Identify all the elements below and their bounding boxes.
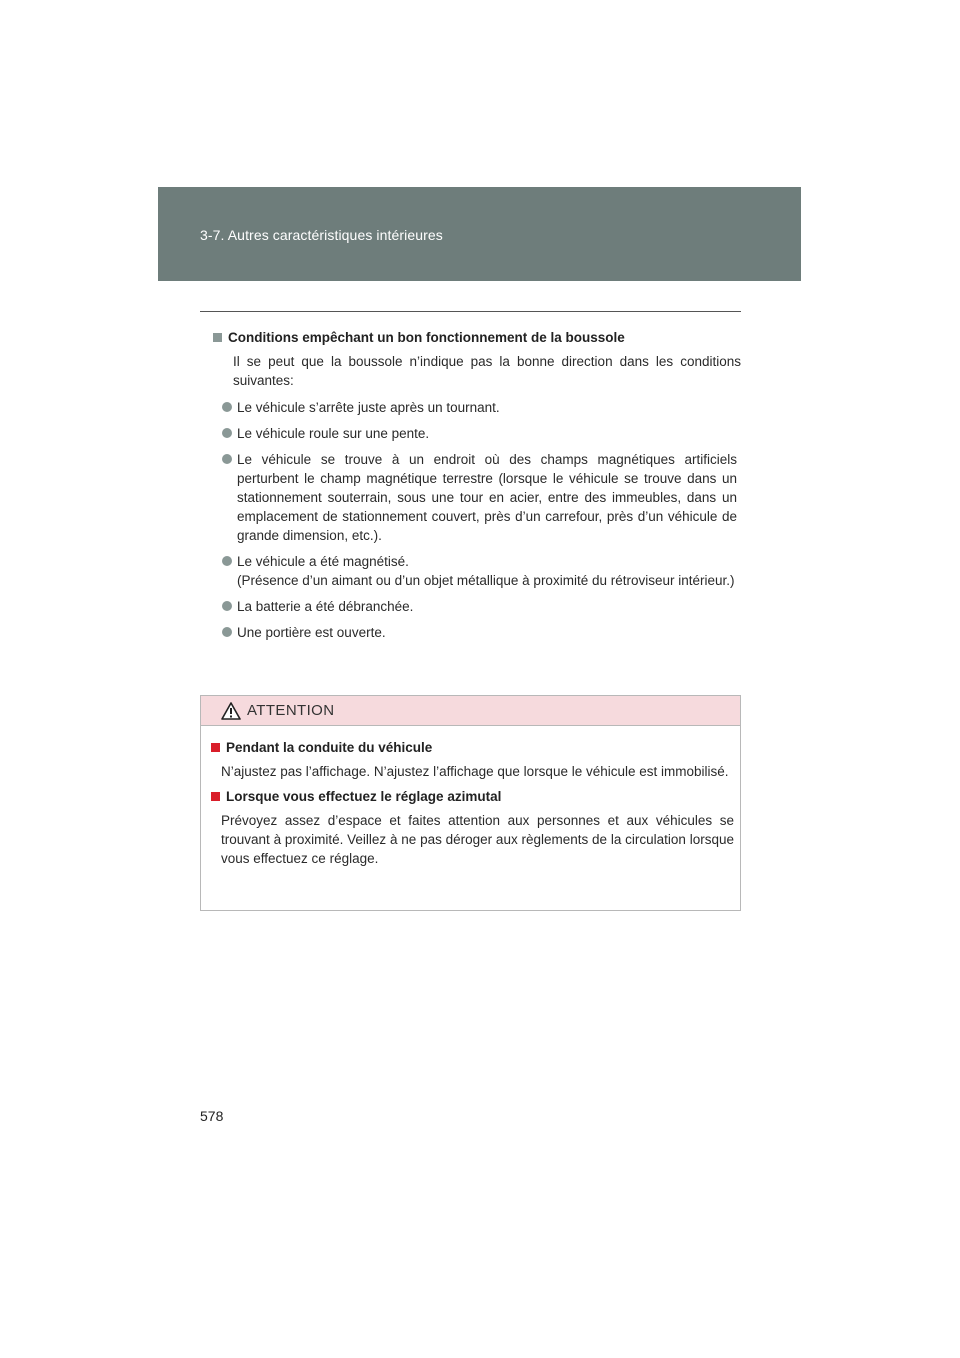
list-item [219,398,741,417]
warning-subheading-text: Lorsque vous effectuez le réglage azimutal [226,789,502,804]
page-number: 578 [200,1108,224,1124]
warning-paragraph: N’ajustez pas l’affichage. N’ajustez l’affichage que lorsque le véhicule est immobilisé. [221,764,729,779]
list-item-text: Le véhicule a été magnétisé. [237,554,409,569]
intro-paragraph: Il se peut que la boussole n’indique pas la bonne direction dans les conditions suivantes: [233,354,741,388]
warning-subheading-text: Pendant la conduite du véhicule [226,740,433,755]
section-header-band [158,187,801,281]
warning-paragraph: Prévoyez assez d’espace et faites attention aux personnes et aux véhicules se trouvant à proximité. Veillez à ne pas déroger aux règlements de la circulation lorsque vous effectuez ce réglage. [221,813,734,866]
bullet-dot-icon [222,556,232,566]
bullet-dot-icon [222,454,232,464]
list-item-text: Le véhicule se trouve à un endroit où des champs magnétiques artificiels perturbent le champ magnétique terrestre (lorsque le véhicule se trouve dans un stationnement souterrain, sous une tour en acier, entre des immeubles, dans un emplacement de stationnement couvert, près d’un carrefour, près d’un véhicule de grande dimension, etc.). [237,452,737,543]
main-content [200,330,741,649]
square-bullet-icon [213,333,222,342]
subheading [200,330,741,345]
subheading-text: Conditions empêchant un bon fonctionnement de la boussole [228,330,625,345]
list-item [219,450,741,545]
bullet-dot-icon [222,428,232,438]
warning-title: ATTENTION [247,702,335,719]
list-item-text: Une portière est ouverte. [237,625,386,640]
red-square-bullet-icon [211,792,220,801]
warning-box [200,695,741,911]
warning-header [201,696,740,726]
list-item-text: Le véhicule roule sur une pente. [237,426,430,441]
list-item-text: Le véhicule s’arrête juste après un tournant. [237,400,500,415]
red-square-bullet-icon [211,743,220,752]
list-item [219,424,741,443]
warning-subheading [201,789,734,804]
warning-triangle-icon [221,702,241,720]
bullet-dot-icon [222,601,232,611]
list-item [219,623,741,642]
warning-subheading [201,740,734,755]
section-title: 3-7. Autres caractéristiques intérieures [200,227,443,243]
list-item-note: (Présence d’un aimant ou d’un objet métallique à proximité du rétroviseur intérieur.) [237,573,735,588]
warning-body [201,726,740,868]
list-item [219,552,741,590]
top-divider [200,311,741,312]
bullet-dot-icon [222,402,232,412]
bullet-dot-icon [222,627,232,637]
list-item [219,597,741,616]
list-item-text: La batterie a été débranchée. [237,599,414,614]
